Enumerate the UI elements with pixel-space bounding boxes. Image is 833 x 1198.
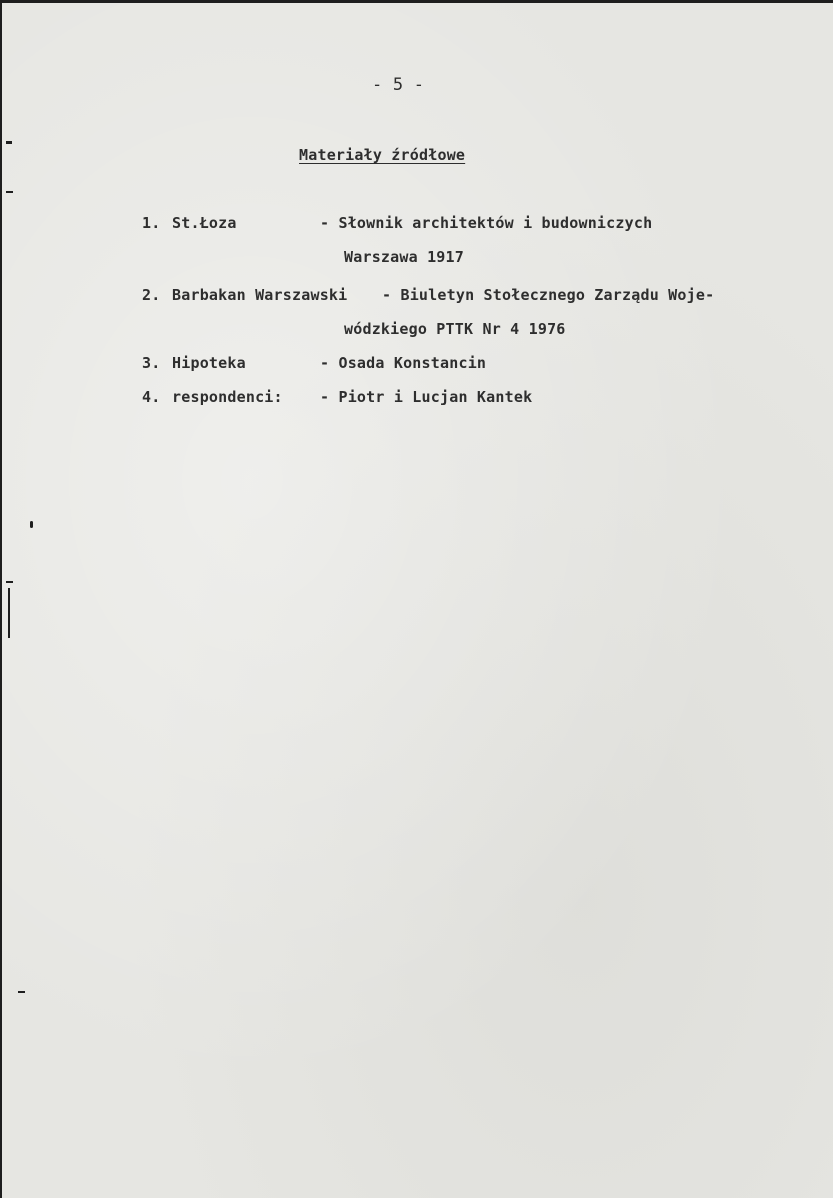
entry-description-line: Warszawa 1917 — [344, 248, 464, 266]
entry-number: 1. — [142, 214, 161, 232]
entry-description-line: - Osada Konstancin — [320, 354, 487, 372]
margin-mark — [6, 141, 12, 144]
page-title: Materiały źródłowe — [299, 146, 466, 164]
entry-description-line: - Słownik architektów i budowniczych — [320, 214, 653, 232]
margin-mark — [18, 991, 25, 993]
entry-source: Hipoteka — [172, 354, 246, 372]
margin-mark — [6, 581, 13, 583]
entry-source: St.Łoza — [172, 214, 237, 232]
margin-mark — [8, 588, 10, 638]
entry-description-line: - Biuletyn Stołecznego Zarządu Woje- — [382, 286, 715, 304]
entry-number: 2. — [142, 286, 161, 304]
entry-number: 4. — [142, 388, 161, 406]
entry-number: 3. — [142, 354, 161, 372]
margin-mark — [6, 191, 13, 193]
margin-mark — [30, 521, 33, 528]
page-number: - 5 - — [372, 75, 425, 95]
entry-source: Barbakan Warszawski — [172, 286, 348, 304]
entry-source: respondenci: — [172, 388, 283, 406]
entry-description-line: wódzkiego PTTK Nr 4 1976 — [344, 320, 566, 338]
entry-description-line: - Piotr i Lucjan Kantek — [320, 388, 533, 406]
